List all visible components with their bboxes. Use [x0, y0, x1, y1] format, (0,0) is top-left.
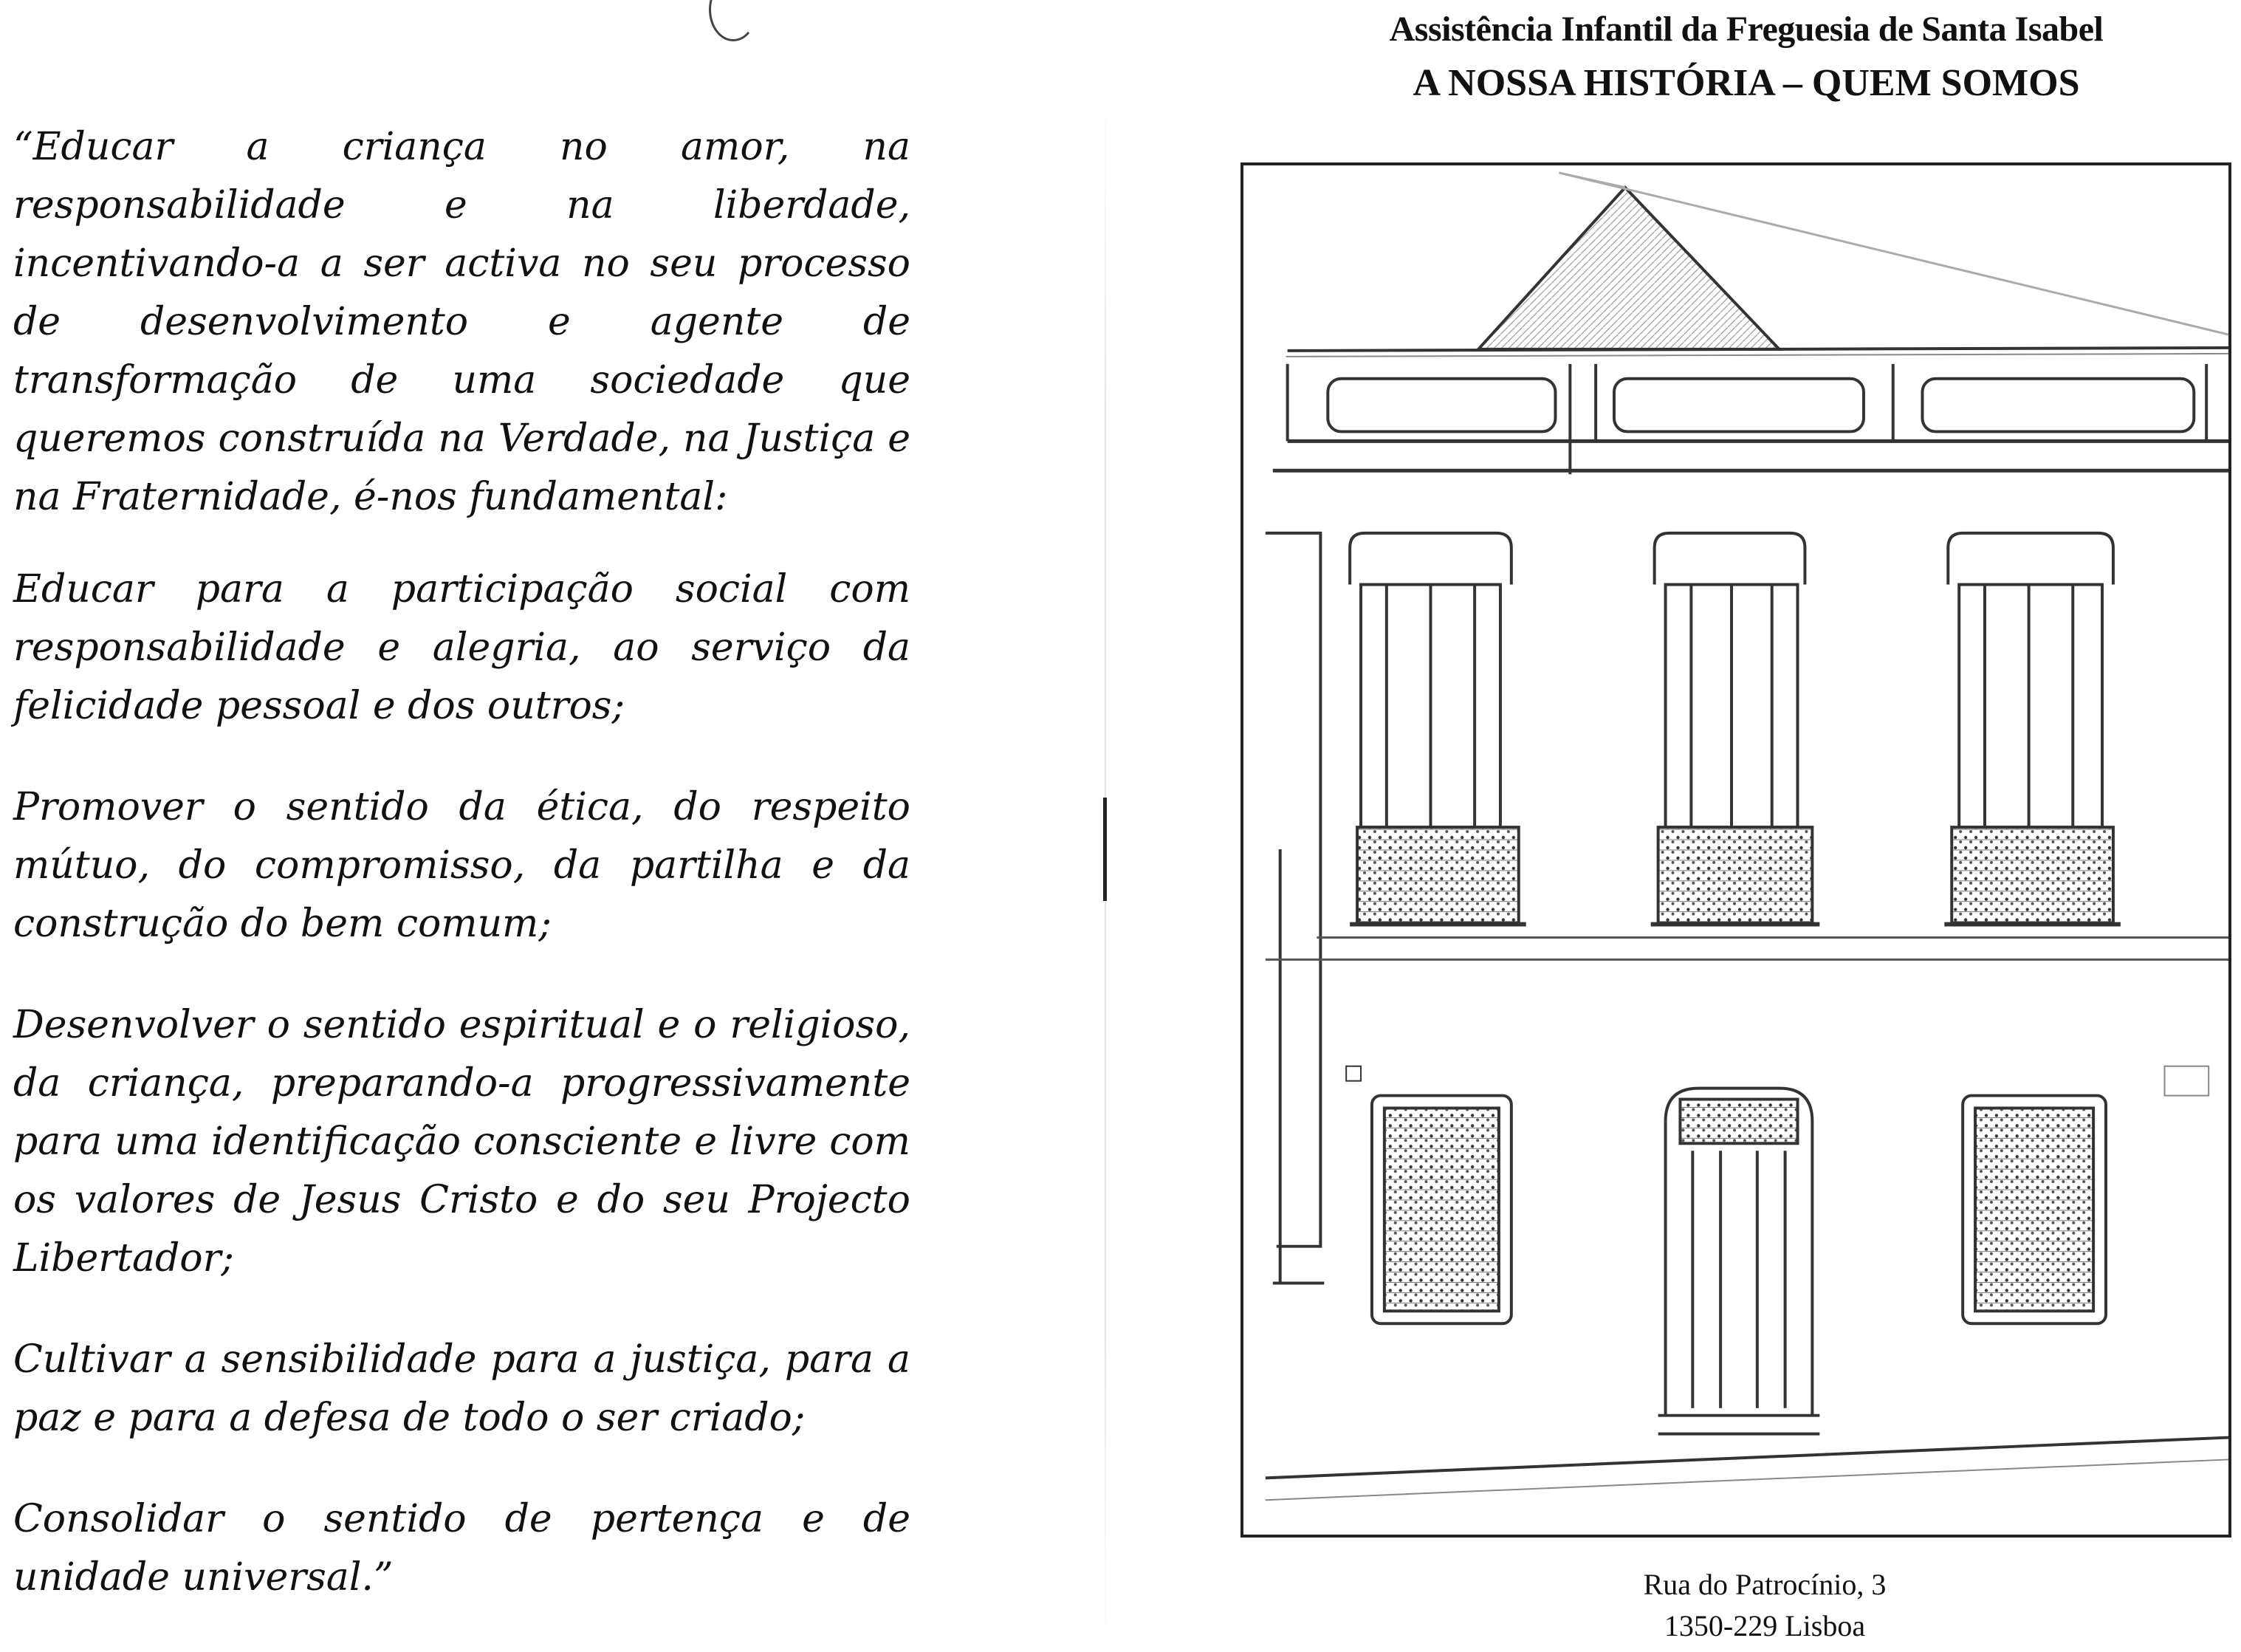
ground-window-left	[1372, 1096, 1511, 1324]
roof	[1286, 173, 2228, 357]
page-title: A NOSSA HISTÓRIA – QUEM SOMOS	[1413, 62, 2080, 104]
binder-ring-mark	[709, 0, 758, 41]
organization-name: Assistência Infantil da Freguesia de Santa Isabel	[1389, 10, 2104, 49]
left-pilaster	[1266, 533, 1325, 1283]
mission-item-unity: Consolidar o sentido de pertença e de unidade universal.”	[13, 1497, 910, 1600]
fold-crease-mark	[1103, 798, 1107, 901]
entrance-door	[1658, 1089, 1820, 1434]
plaque-left	[1346, 1066, 1361, 1081]
mission-item-participation: Educar para a participação social com responsabilidade e alegria, ao serviço da felicidade pessoal e dos outros;	[13, 567, 910, 728]
upper-window-2	[1651, 533, 1820, 925]
address-postal-code: 1350-229 Lisboa	[1664, 1609, 1866, 1642]
mission-intro-paragraph: “Educar a criança no amor, na responsabilidade e na liberdade, incentivando-a a ser activa no seu processo de desenvolvimento e agente de transformação de uma sociedade que queremos construída na Verdade, na Justiça e na Fraternidade, é-nos fundamental:	[13, 125, 910, 519]
upper-windows	[1350, 533, 2121, 925]
ground-floor	[1346, 1066, 2209, 1434]
street-line	[1266, 1438, 2228, 1501]
mission-item-ethics: Promover o sentido da ética, do respeito mútuo, do compromisso, da partilha e da construção do bem comum;	[13, 785, 910, 946]
plaque-right	[2165, 1066, 2209, 1096]
ground-window-right	[1963, 1096, 2106, 1324]
facade-drawing	[1243, 165, 2228, 1535]
address	[1506, 1564, 2023, 1647]
address-street: Rua do Patrocínio, 3	[1643, 1568, 1887, 1601]
floor-band	[1266, 937, 2228, 959]
building-illustration	[1240, 162, 2231, 1538]
mission-item-spiritual: Desenvolver o sentido espiritual e o religioso, da criança, preparando-a progressivamente para uma identificação consciente e livre com os valores de Jesus Cristo e do seu Projecto Libertador;	[13, 1003, 910, 1281]
entablature	[1273, 364, 2228, 474]
upper-window-1	[1350, 533, 1526, 925]
mission-item-justice: Cultivar a sensibilidade para a justiça, para a paz e para a defesa de todo o ser criado;	[13, 1337, 910, 1440]
upper-window-3	[1944, 533, 2121, 925]
mission-statement	[13, 118, 910, 1650]
